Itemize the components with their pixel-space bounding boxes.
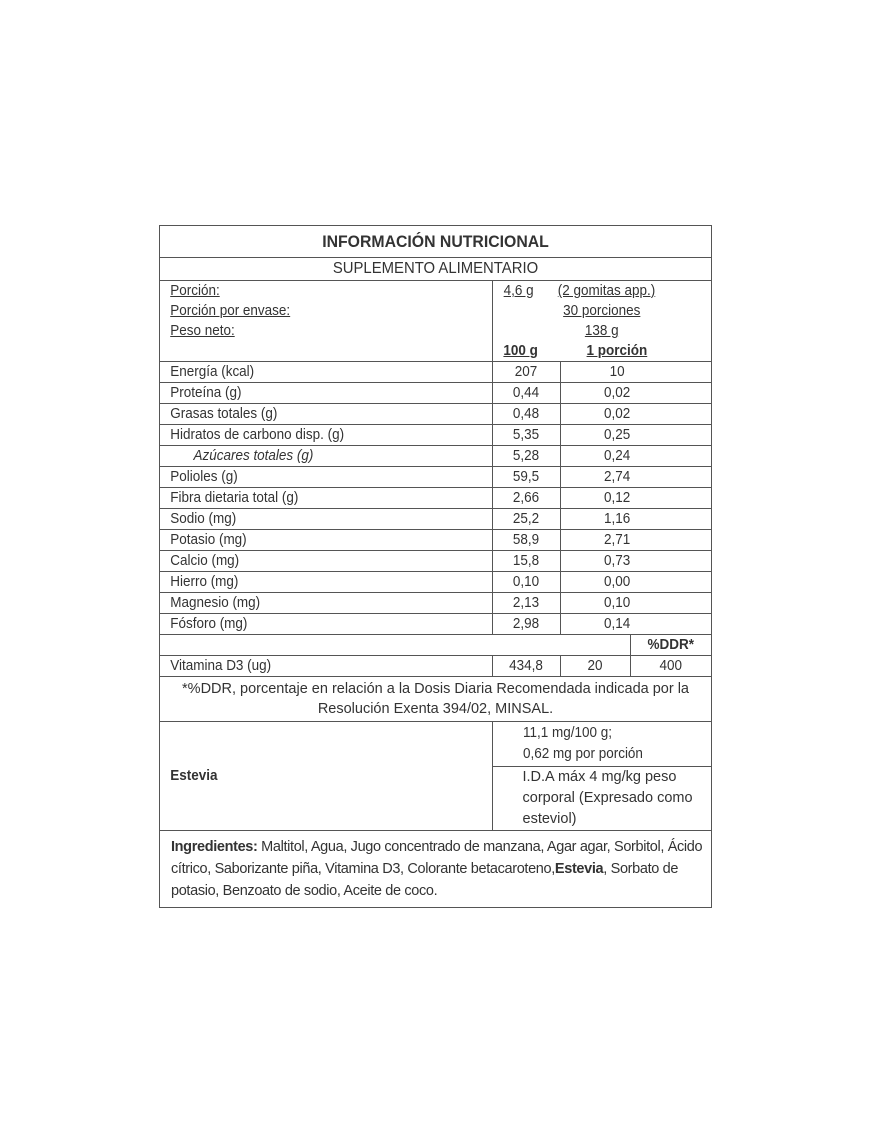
estevia-amount	[492, 722, 711, 767]
nutrient-name: Hierro (mg)	[160, 572, 469, 593]
nutrient-porcion: 0,25	[604, 427, 631, 443]
porciones-envase-value: 30 porciones	[563, 303, 641, 319]
nutrient-row	[160, 509, 711, 530]
nutrient-porcion: 2,74	[604, 469, 631, 485]
ingredientes-text1: Maltitol, Agua, Jugo concentrado de manzana, Agar agar, Sorbitol, Ácido cítrico, Saborizante piña, Vitamina D3, Colorante betacaroteno,	[171, 839, 703, 877]
nutrient-row	[160, 530, 711, 551]
nutrient-row	[160, 488, 711, 509]
nutrient-100g: 0,48	[494, 404, 557, 425]
nutrient-name: Energía (kcal)	[160, 362, 469, 383]
nutrient-porcion: 0,12	[604, 490, 631, 506]
nutrient-porcion: 0,00	[604, 574, 631, 590]
porcion-label: Porción:	[160, 281, 469, 302]
nutrient-porcion: 0,10	[604, 595, 631, 611]
nutrient-name: Grasas totales (g)	[160, 404, 469, 425]
vitamina-name: Vitamina D3 (ug)	[160, 656, 469, 677]
nutrient-100g: 2,13	[494, 593, 557, 614]
nutrient-name: Fósforo (mg)	[160, 614, 469, 635]
nutrient-porcion: 0,14	[604, 616, 631, 632]
nutrient-100g: 0,44	[494, 383, 557, 404]
nutrient-100g: 2,66	[494, 488, 557, 509]
label-title: INFORMACIÓN NUTRICIONAL	[179, 226, 691, 258]
nutrient-row	[160, 593, 711, 614]
nutrient-name: Azúcares totales (g)	[160, 446, 469, 467]
column-1porcion: 1 porción	[586, 343, 648, 359]
nutrient-row	[160, 362, 711, 383]
nutrient-100g: 15,8	[494, 551, 557, 572]
nutrient-100g: 207	[494, 362, 557, 383]
nutrient-100g: 59,5	[494, 467, 557, 488]
peso-neto-value: 138 g	[584, 323, 619, 339]
nutrient-row	[160, 425, 711, 446]
vitamina-100g: 434,8	[494, 656, 557, 677]
column-ddr: %DDR*	[647, 637, 694, 653]
peso-neto-label: Peso neto:	[160, 321, 469, 341]
nutrient-row	[160, 551, 711, 572]
nutrient-100g: 0,10	[494, 572, 557, 593]
label-subtitle: SUPLEMENTO ALIMENTARIO	[179, 258, 691, 281]
nutrition-label	[159, 225, 712, 908]
nutrient-row	[160, 383, 711, 404]
porcion-value: 4,6 g (2 gomitas app.)	[503, 283, 656, 299]
nutrient-row	[160, 572, 711, 593]
header-spacer	[160, 341, 469, 362]
nutrient-100g: 58,9	[494, 530, 557, 551]
nutrient-row	[160, 467, 711, 488]
nutrient-porcion: 0,73	[604, 553, 631, 569]
nutrient-porcion: 0,24	[604, 448, 631, 464]
nutrient-porcion: 10	[609, 364, 625, 380]
ddr-spacer	[160, 635, 597, 656]
estevia-label: Estevia	[160, 722, 469, 831]
nutrient-porcion: 2,71	[604, 532, 631, 548]
nutrient-name: Hidratos de carbono disp. (g)	[160, 425, 469, 446]
nutrient-porcion: 0,02	[604, 406, 631, 422]
ddr-note: *%DDR, porcentaje en relación a la Dosis Diaria Recomendada indicada por la Resolución Exenta 394/02, MINSAL.	[160, 677, 711, 722]
nutrient-row	[160, 404, 711, 425]
column-100g: 100 g	[503, 343, 538, 359]
ingredientes-label: Ingredientes:	[171, 839, 258, 855]
nutrient-name: Fibra dietaria total (g)	[160, 488, 469, 509]
nutrient-name: Sodio (mg)	[160, 509, 469, 530]
nutrient-100g: 5,35	[494, 425, 557, 446]
estevia-line2: 0,62 mg por porción	[522, 746, 643, 762]
nutrient-100g: 25,2	[494, 509, 557, 530]
nutrient-rows	[160, 362, 711, 635]
estevia-ida: I.D.A máx 4 mg/kg peso corporal (Expresado como esteviol)	[492, 767, 711, 831]
nutrient-row	[160, 614, 711, 635]
nutrient-100g: 5,28	[494, 446, 557, 467]
nutrient-name: Polioles (g)	[160, 467, 469, 488]
nutrient-name: Calcio (mg)	[160, 551, 469, 572]
nutrient-name: Proteína (g)	[160, 383, 469, 404]
nutrient-name: Magnesio (mg)	[160, 593, 469, 614]
nutrient-porcion: 1,16	[604, 511, 631, 527]
nutrient-100g: 2,98	[494, 614, 557, 635]
ingredientes	[160, 831, 711, 908]
nutrition-table	[160, 226, 711, 907]
nutrient-porcion: 0,02	[604, 385, 631, 401]
ingredientes-estevia: Estevia	[554, 861, 604, 877]
nutrient-name: Potasio (mg)	[160, 530, 469, 551]
ingredientes-text2: , Sorbato de potasio, Benzoato de sodio, Aceite de coco.	[171, 861, 679, 899]
nutrient-row	[160, 446, 711, 467]
vitamina-porcion: 20	[562, 656, 627, 677]
porciones-envase-label: Porción por envase:	[160, 301, 469, 321]
vitamina-ddr: 400	[659, 658, 682, 674]
estevia-line1: 11,1 mg/100 g;	[522, 725, 612, 741]
